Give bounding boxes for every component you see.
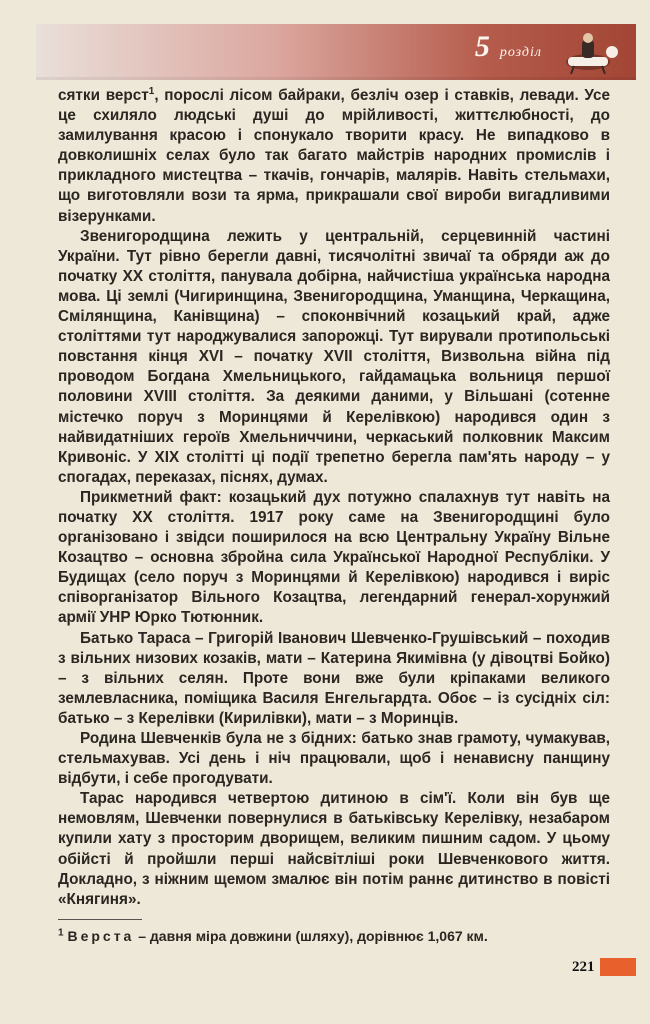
cossack-rider-illustration xyxy=(554,32,628,74)
chapter-number: 5 xyxy=(474,30,490,63)
paragraph-2: Звенигородщина лежить у центральній, серцевинній частині України. Тут рівно берегли давні, тисячолітні звичаї та обряди аж до початку XX століття, панувала добірна, найчистіша українська народна мова. Ці землі (Чигиринщина, Звенигородщина, Уманщина, Черкащина, Смілянщина, Канівщина) – споконвічний козацький край, адже століттями тут народжувалися запорожці. Тут вирували протипольські повстання кінця XVI – початку XVII століття, Визвольна війна під проводом Богдана Хмельницького, гайдамацька вольниця першої половини XVIII століття. За деякими даними, у Вільшані (сотенне містечко поруч з Моринцями й Керелівкою) народився один з найвидатніших героїв Хмельниччини, черкаський полковник Максим Кривоніс. У XIX столітті ці події трепетно берегла пам'ять народу – у спогадах, переказах, піснях, думах. xyxy=(58,227,610,486)
page-number-block xyxy=(562,954,636,980)
paragraph-4: Батько Тараса – Григорій Іванович Шевченко-Грушівський – походив з вільних низових козаків, мати – Катерина Якимівна (у дівоцтві Бойко) – з вільних селян. Проте вони вже були кріпаками великого землевласника, поміщика Василя Енгельгардта. Обоє – із сусідніх сіл: батько – з Керелівки (Кирилівки), мати – з Моринців. xyxy=(58,629,610,727)
chapter-marker xyxy=(475,30,542,64)
paragraph-1-start: сятки верст xyxy=(58,87,149,104)
paragraph-1 xyxy=(58,86,610,227)
paragraph-3: Прикметний факт: козацький дух потужно спалахнув тут навіть на початку XX століття. 1917 року саме на Звенигородщині було організовано і звідси поширилося на всю Центральну Україну Вільне Козацтво – основна збройна сила Української Народної Республіки. У Будищах (село поруч з Моринцями й Керелівкою) народився і виріс співорганізатор Вільного Козацтва, легендарний генерал-хорунжий армії УНР Юрко Тютюнник. xyxy=(58,488,610,627)
footnote-marker: 1 xyxy=(58,927,64,939)
paragraph-1-rest: , порослі лісом байраки, безліч озер і ставків, левади. Усе це схиляло людські душі до мрійливості, життєлюбності, до замилування красою і спонукало творити красу. Не випадково в довколишніх селах було так багато майстрів народних промислів і прикладного мистецтва – ткачів, гончарів, малярів. Навіть стельмахи, що виготовляли вози та ярма, прикрашали свої вироби вигадливими візерунками. xyxy=(58,87,611,225)
footnote-text: – давня міра довжини (шляху), дорівнює 1,067 км. xyxy=(134,928,488,944)
chapter-header-band xyxy=(36,24,636,80)
footnote xyxy=(58,928,610,944)
footnote-divider xyxy=(58,919,142,920)
paragraph-6: Тарас народився четвертою дитиною в сім'ї. Коли він був ще немовлям, Шевченки повернулися в батьківську Керелівку, незабаром купили хату з просторим дворищем, великим пишним садом. У цьому обійсті й пройшли перші найсвітліші роки Шевченкового життя. Докладно, з ніжним щемом змалює він потім раннє дитинство в повісті «Княгиня». xyxy=(58,790,610,908)
paragraph-5: Родина Шевченків була не з бідних: батько знав грамоту, чумакував, стельмахував. Усі день і ніч працювали, щоб і ненависну панщину відбути, і себе прогодувати. xyxy=(58,730,610,788)
page-number-accent xyxy=(600,958,636,976)
main-text xyxy=(58,86,610,910)
footnote-term: Верста xyxy=(67,928,135,944)
page-number: 221 xyxy=(572,958,595,975)
footnote-reference: 1 xyxy=(148,85,155,97)
chapter-word: розділ xyxy=(499,45,542,60)
